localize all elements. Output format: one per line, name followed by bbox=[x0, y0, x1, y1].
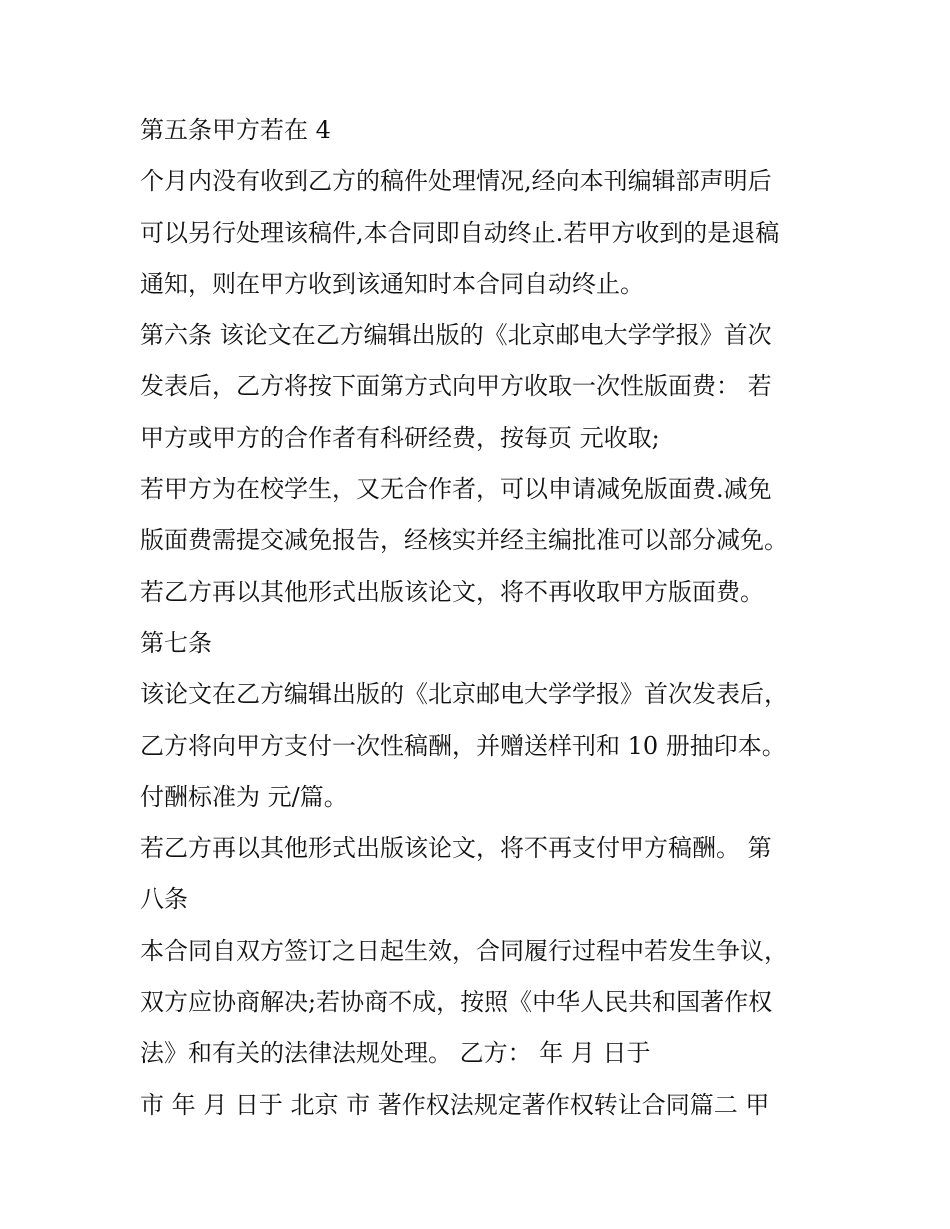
text-line: 乙方将向甲方支付一次性稿酬，并赠送样刊和 10 册抽印本。 bbox=[140, 731, 786, 760]
text-line: 甲方或甲方的合作者有科研经费，按每页 元收取; bbox=[140, 423, 660, 452]
text-line: 付酬标准为 元/篇。 bbox=[140, 782, 348, 811]
text-line: 第六条 该论文在乙方编辑出版的《北京邮电大学学报》首次 bbox=[140, 321, 772, 350]
text-line: 第七条 bbox=[140, 628, 212, 657]
text-line: 若乙方再以其他形式出版该论文，将不再支付甲方稿酬。 第 bbox=[140, 834, 772, 863]
text-line: 八条 bbox=[140, 885, 188, 914]
text-line: 可以另行处理该稿件,本合同即自动终止.若甲方收到的是退稿 bbox=[140, 218, 780, 247]
text-line: 版面费需提交减免报告，经核实并经主编批准可以部分减免。 bbox=[140, 526, 788, 555]
text-line: 通知，则在甲方收到该通知时本合同自动终止。 bbox=[140, 269, 644, 298]
text-line: 本合同自双方签订之日起生效，合同履行过程中若发生争议， bbox=[140, 936, 788, 965]
text-line: 该论文在乙方编辑出版的《北京邮电大学学报》首次发表后， bbox=[140, 680, 788, 709]
text-line: 若甲方为在校学生，又无合作者，可以申请减免版面费.减免 bbox=[140, 475, 772, 504]
text-line: 双方应协商解决;若协商不成，按照《中华人民共和国著作权 bbox=[140, 988, 773, 1017]
text-line: 法》和有关的法律法规处理。 乙方： 年 月 日于 bbox=[140, 1039, 651, 1068]
document-body bbox=[140, 111, 820, 1137]
text-line: 第五条甲方若在 4 bbox=[140, 116, 331, 144]
text-line: 个月内没有收到乙方的稿件处理情况,经向本刊编辑部声明后 bbox=[140, 167, 772, 196]
text-line: 市 年 月 日于 北京 市 著作权法规定著作权转让合同篇二 甲 bbox=[140, 1090, 770, 1119]
text-line: 若乙方再以其他形式出版该论文，将不再收取甲方版面费。 bbox=[140, 577, 764, 606]
text-line: 发表后，乙方将按下面第方式向甲方收取一次性版面费： 若 bbox=[140, 372, 772, 401]
